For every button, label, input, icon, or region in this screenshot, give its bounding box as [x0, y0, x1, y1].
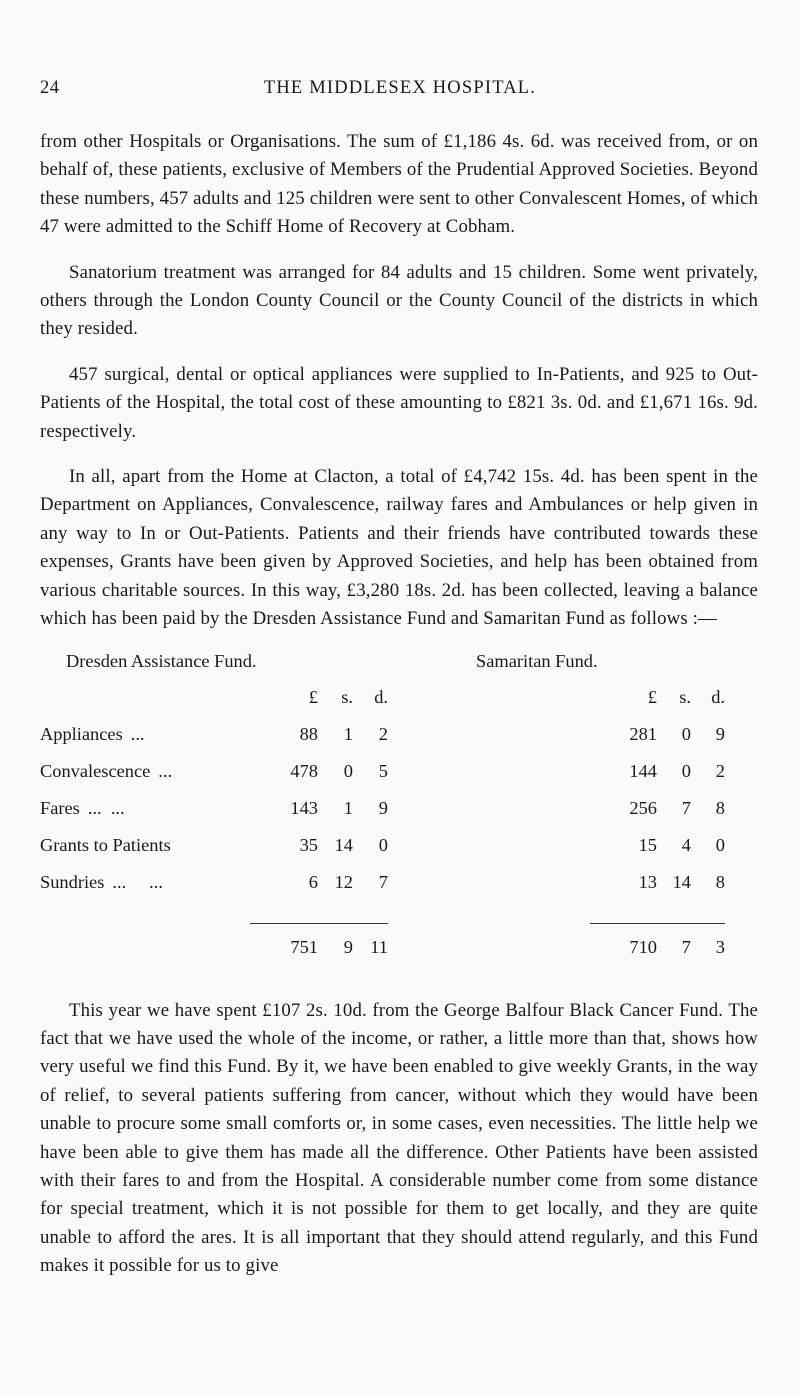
- samaritan-total: 7: [681, 936, 691, 957]
- paragraph-4: In all, apart from the Home at Clacton, a total of £4,742 15s. 4d. has been spent in the Department on Appliances, Convalescence, railway fares and Ambulances or help given in any way to In or Out-Patients. Patients and their friends have contributed towards these expenses, Grants have been given by Approved Societies, and help has been obtained from various charitable sources. In this way, £3,280 18s. 2d. has been collected, leaving a balance which has been paid by the Dresden Assistance Fund and Samaritan Fund as follows :—: [40, 466, 758, 630]
- dresden-amount: 14: [334, 834, 353, 855]
- samaritan-total-rule: [590, 923, 725, 924]
- samaritan-amount: 281: [629, 723, 657, 744]
- samaritan-amount: 8: [715, 871, 725, 892]
- dresden-amount: 88: [299, 723, 318, 744]
- fund-row-leader: ... ...: [112, 871, 163, 892]
- fund-row-label-text: Appliances: [40, 723, 123, 744]
- dresden-amount: 2: [378, 723, 388, 744]
- dresden-amount: 0: [343, 760, 353, 781]
- dresden-amount: 143: [290, 797, 318, 818]
- dresden-amount: 0: [378, 834, 388, 855]
- dresden-unit-header: £: [308, 686, 318, 707]
- paragraph-1: from other Hospitals or Organisations. The sum of £1,186 4s. 6d. was received from, or on behalf of, these patients, exclusive of Members of the Prudential Approved Societies. Beyond these numbers, 457 adults and 125 children were sent to other Convalescent Homes, of which 47 were admitted to the Schiff Home of Recovery at Cobham.: [40, 131, 758, 238]
- fund-row-label-text: Fares: [40, 797, 80, 818]
- fund-row-label: [40, 798, 125, 819]
- samaritan-amount: 2: [715, 760, 725, 781]
- fund-row-label-text: Grants to Patients: [40, 834, 171, 855]
- fund-row-label-text: Sundries: [40, 871, 105, 892]
- dresden-amount: 6: [308, 871, 318, 892]
- fund-row-label: [40, 872, 163, 893]
- samaritan-unit-header: s.: [679, 686, 691, 707]
- dresden-amount: 5: [378, 760, 388, 781]
- paragraph-2: Sanatorium treatment was arranged for 84 adults and 15 children. Some went privately, others through the London County Council or the County Council of the districts in which they resided.: [40, 261, 758, 340]
- samaritan-fund-title: Samaritan Fund.: [476, 650, 598, 671]
- dresden-unit-header: d.: [374, 686, 388, 707]
- dresden-amount: 35: [299, 834, 318, 855]
- paragraph-3: 457 surgical, dental or optical appliances were supplied to In-Patients, and 925 to Out-Patients of the Hospital, the total cost of these amounting to £821 3s. 0d. and £1,671 16s. 9d. respectively.: [40, 363, 758, 442]
- fund-row-label-text: Convalescence: [40, 760, 151, 781]
- samaritan-amount: 0: [681, 723, 691, 744]
- dresden-total: 9: [343, 936, 353, 957]
- dresden-fund-title: Dresden Assistance Fund.: [66, 650, 257, 671]
- fund-row-label: [40, 724, 145, 745]
- samaritan-total: 3: [715, 936, 725, 957]
- dresden-total: 11: [370, 936, 388, 957]
- running-title: THE MIDDLESEX HOSPITAL.: [263, 78, 537, 98]
- samaritan-amount: 8: [715, 797, 725, 818]
- dresden-amount: 7: [378, 871, 388, 892]
- samaritan-amount: 13: [638, 871, 657, 892]
- samaritan-amount: 144: [629, 760, 657, 781]
- fund-row-leader: ...: [130, 723, 145, 744]
- fund-row-label: [40, 835, 171, 856]
- fund-row-label: [40, 761, 172, 782]
- dresden-amount: 12: [334, 871, 353, 892]
- samaritan-amount: 0: [681, 760, 691, 781]
- dresden-amount: 1: [343, 723, 353, 744]
- paragraph-5: This year we have spent £107 2s. 10d. from the George Balfour Black Cancer Fund. The fact that we have used the whole of the income, or rather, a little more than that, shows how very useful we find this Fund. By it, we have been enabled to give weekly Grants, in the way of relief, to several patients suffering from cancer, without which they would have been unable to procure some small comforts or, in some cases, even necessities. The little help we have been able to give them has made all the difference. Other Patients have been assisted with their fares to and from the Hospital. A considerable number come from some distance for special treatment, which it is not possible for them to get locally, and they are quite unable to afford the ares. It is all important that they should attend regularly, and this Fund makes it possible for us to give: [40, 999, 758, 1277]
- page-number: 24: [40, 78, 60, 98]
- samaritan-amount: 9: [715, 723, 725, 744]
- dresden-amount: 9: [378, 797, 388, 818]
- samaritan-amount: 256: [629, 797, 657, 818]
- dresden-total: 751: [290, 936, 318, 957]
- dresden-amount: 1: [343, 797, 353, 818]
- fund-row-leader: ... ...: [87, 797, 125, 818]
- samaritan-amount: 0: [715, 834, 725, 855]
- samaritan-amount: 4: [681, 834, 691, 855]
- dresden-amount: 478: [290, 760, 318, 781]
- page-header: [40, 78, 760, 99]
- funds-table: [40, 651, 758, 981]
- samaritan-amount: 7: [681, 797, 691, 818]
- samaritan-total: 710: [629, 936, 657, 957]
- samaritan-unit-header: £: [647, 686, 657, 707]
- samaritan-amount: 14: [672, 871, 691, 892]
- dresden-unit-header: s.: [341, 686, 353, 707]
- page-body: [40, 128, 758, 1298]
- fund-row-leader: ...: [158, 760, 173, 781]
- samaritan-amount: 15: [638, 834, 657, 855]
- samaritan-unit-header: d.: [711, 686, 725, 707]
- dresden-total-rule: [250, 923, 388, 924]
